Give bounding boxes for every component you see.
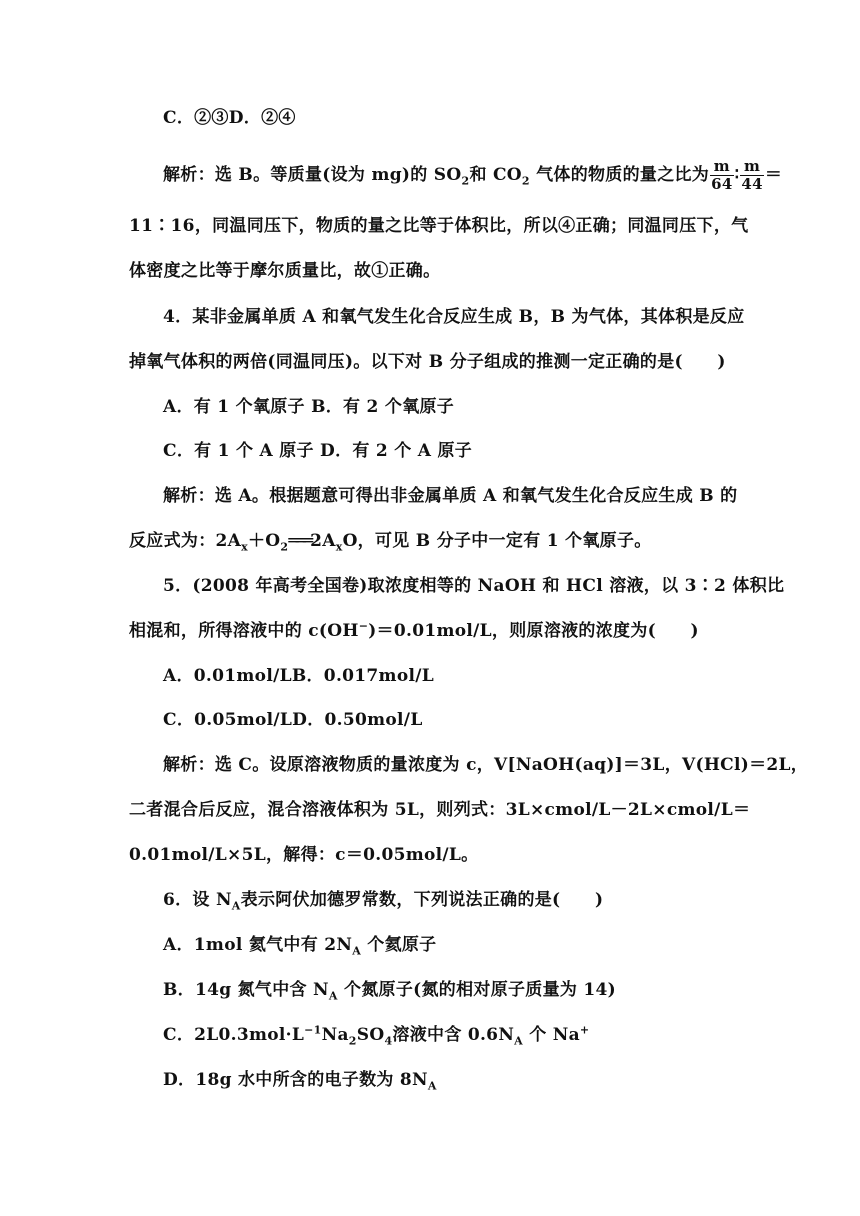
- text: 个氮原子(氮的相对原子质量为 14): [337, 980, 617, 1000]
- text: SO: [356, 1025, 385, 1045]
- line-q6-stem: [163, 888, 603, 912]
- line-q6-option-b: [163, 978, 616, 1002]
- line-q5-stem-cont: [129, 619, 699, 643]
- text: 0.01mol/L×5L，解得：c＝0.05mol/L。: [129, 845, 479, 865]
- text: A．0.01mol/LB．0.017mol/L: [163, 666, 434, 686]
- subscript: x: [241, 540, 248, 554]
- superscript: +: [579, 1023, 590, 1037]
- text: ∶: [734, 165, 740, 185]
- line-q5-stem: [163, 574, 784, 598]
- fraction: [710, 158, 733, 193]
- line-q4-stem-cont: [129, 350, 726, 374]
- text: 二者混合后反应，混合溶液体积为 5L，则列式：3L×cmol/L－2L×cmol/L＝: [129, 800, 751, 820]
- text: 解析：选 C。设原溶液物质的量浓度为 c，V[NaOH(aq)]＝3L，V(HCl)＝2L，: [163, 755, 809, 775]
- subscript: 2: [461, 174, 470, 188]
- line-q4-analysis: [163, 484, 737, 508]
- text: 11∶16，同温同压下，物质的量之比等于体积比，所以④正确；同温同压下，气: [129, 216, 749, 236]
- text: 掉氧气体积的两倍(同温同压)。以下对 B 分子组成的推测一定正确的是( ): [129, 352, 726, 372]
- text: 溶液中含 0.6N: [392, 1025, 515, 1045]
- subscript: A: [514, 1034, 523, 1048]
- text: 4．某非金属单质 A 和氧气发生化合反应生成 B，B 为气体，其体积是反应: [163, 307, 745, 327]
- text: 5．(2008 年高考全国卷)取浓度相等的 NaOH 和 HCl 溶液，以 3∶2 体积比: [163, 576, 785, 596]
- text: C．②③D．②④: [163, 108, 296, 128]
- line-q4-options-cd: [163, 439, 472, 463]
- line-q3-analysis: [163, 158, 782, 193]
- line-q4-stem: [163, 305, 745, 329]
- line-q6-option-a: [163, 933, 436, 957]
- text: 6．设 N: [163, 890, 232, 910]
- text: 和 CO: [469, 165, 522, 185]
- subscript: A: [352, 944, 362, 958]
- text: 相混和，所得溶液中的 c(OH: [129, 621, 359, 641]
- text: C．有 1 个 A 原子 D．有 2 个 A 原子: [163, 441, 473, 461]
- text: 个 Na: [523, 1025, 580, 1045]
- line-q3-analysis-cont: [129, 214, 748, 238]
- superscript: −1: [304, 1023, 322, 1037]
- text: Na: [321, 1025, 349, 1045]
- superscript: −: [358, 619, 369, 633]
- subscript: x: [335, 540, 343, 554]
- line-q4-analysis-cont: [129, 529, 652, 553]
- text: ＝: [764, 165, 783, 185]
- text: B．14g 氮气中含 N: [163, 980, 329, 1000]
- fraction: [740, 158, 763, 193]
- subscript: 2: [521, 174, 530, 188]
- fraction-denominator: 44: [741, 175, 763, 193]
- line-q6-option-c: [163, 1023, 589, 1047]
- line-q3-options-cd: [163, 106, 296, 130]
- text: 气体的物质的量之比为: [529, 165, 710, 185]
- text: O，可见 B 分子中一定有 1 个氧原子。: [342, 531, 652, 551]
- line-q5-analysis-end: [129, 843, 478, 867]
- line-q5-analysis-cont: [129, 798, 750, 822]
- fraction-denominator: 64: [711, 175, 733, 193]
- text: A．有 1 个氧原子 B．有 2 个氧原子: [163, 397, 455, 417]
- subscript: A: [328, 989, 338, 1003]
- subscript: A: [231, 899, 241, 913]
- text: 解析：选 B。等质量(设为 mg)的 SO: [163, 165, 462, 185]
- subscript: 4: [384, 1034, 393, 1048]
- line-q4-options-ab: [163, 395, 454, 419]
- reaction-equals-sign: ═══: [288, 531, 311, 551]
- text: 2A: [310, 531, 336, 551]
- text: ＋O: [247, 531, 281, 551]
- line-q5-options-ab: [163, 664, 434, 688]
- fraction-numerator: m: [710, 158, 733, 176]
- text: C．0.05mol/LD．0.50mol/L: [163, 710, 423, 730]
- fraction-numerator: m: [740, 158, 763, 176]
- line-q3-analysis-end: [129, 259, 440, 283]
- text: A．1mol 氦气中有 2N: [163, 935, 353, 955]
- line-q5-options-cd: [163, 708, 423, 732]
- text: 解析：选 A。根据题意可得出非金属单质 A 和氧气发生化合反应生成 B 的: [163, 486, 738, 506]
- line-q5-analysis: [163, 753, 808, 777]
- subscript: 2: [280, 540, 289, 554]
- text: 个氦原子: [361, 935, 437, 955]
- text: 反应式为：2A: [129, 531, 242, 551]
- subscript: 2: [348, 1034, 357, 1048]
- text: D．18g 水中所含的电子数为 8N: [163, 1070, 428, 1090]
- text: 表示阿伏加德罗常数，下列说法正确的是( ): [240, 890, 604, 910]
- subscript: A: [427, 1079, 437, 1093]
- text: )＝0.01mol/L，则原溶液的浓度为( ): [368, 621, 699, 641]
- text: C．2L0.3mol·L: [163, 1025, 305, 1045]
- text: 体密度之比等于摩尔质量比，故①正确。: [129, 261, 441, 281]
- line-q6-option-d: [163, 1068, 437, 1092]
